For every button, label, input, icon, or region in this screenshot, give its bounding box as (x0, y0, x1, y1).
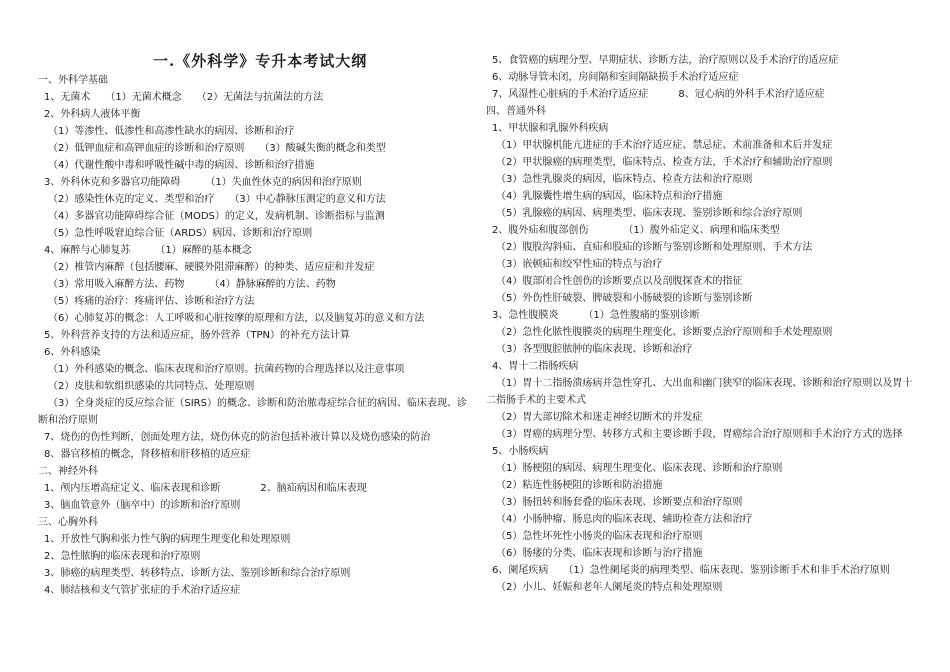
text-line: （5）乳腺癌的病因、病理类型、临床表现、鉴别诊断和综合治疗原则 (496, 208, 803, 219)
text-line: 断和治疗原则 (38, 415, 98, 426)
text-line: （1）胃十二指肠溃疡病并急性穿孔、大出血和幽门狭窄的临床表现、诊断和治疗原则以及胃十 (496, 378, 913, 389)
text-line: （6）肠瘘的分类、临床表现和诊断与治疗措施 (496, 548, 703, 559)
text-line: 2、腹外疝和腹部创伤 （1）腹外疝定义、病理和临床类型 (492, 225, 780, 236)
text-line: 8、器官移植的概念，肾移植和肝移植的适应症 (44, 449, 251, 460)
text-line: 5、食管癌的病理分型、早期症状、诊断方法，治疗原则以及手术治疗的适应症 (492, 55, 839, 66)
text-line: 1、无菌术 （1）无菌术概念 （2）无菌法与抗菌法的方法 (44, 92, 324, 103)
text-line: 7、烧伤的伤性判断，创面处理方法，烧伤休克的防治包括补液计算以及烧伤感染的防治 (44, 432, 431, 443)
text-line: 4、麻醉与心肺复苏 （1）麻醉的基本概念 (44, 245, 252, 256)
text-line: 5、小肠疾病 (492, 446, 549, 457)
text-line: （2）甲状腺癌的病理类型，临床特点、检查方法，手术治疗和辅助治疗原则 (496, 157, 833, 168)
text-line: 3、肺癌的病理类型、转移特点、诊断方法、鉴别诊断和综合治疗原则 (44, 568, 351, 579)
text-line: （1）肠梗阻的病因、病理生理变化、临床表现、诊断和治疗原则 (496, 463, 783, 474)
text-line: 3、急性腹膜炎 （1）急性腹痛的鉴别诊断 (492, 310, 700, 321)
text-line: （3）肠扭转和肠套叠的临床表现、诊断要点和治疗原则 (496, 497, 743, 508)
text-line: 1、甲状腺和乳腺外科疾病 (492, 123, 609, 134)
text-line: 7、风湿性心脏病的手术治疗适应症 8、冠心病的外科手术治疗适应症 (492, 89, 825, 100)
text-line: 三、心胸外科 (38, 517, 98, 528)
text-line: （5）疼痛的治疗：疼痛评估、诊断和治疗方法 (48, 296, 255, 307)
text-line: （3）嵌顿疝和绞窄性疝的特点与治疗 (496, 259, 663, 270)
text-line: 4、胃十二指肠疾病 (492, 361, 579, 372)
text-line: （1）外科感染的概念、临床表现和治疗原则。抗菌药物的合理选择以及注意事项 (48, 364, 405, 375)
left-text-lines (38, 72, 468, 599)
text-line: （2）感染性休克的定义、类型和治疗 （3）中心静脉压测定的意义和方法 (48, 194, 386, 205)
text-line: （3）常用吸入麻醉方法、药物 （4）静脉麻醉的方法、药物 (48, 279, 336, 290)
text-line: （2）皮肤和软组织感染的共同特点、处理原则 (48, 381, 255, 392)
text-line: 二、神经外科 (38, 466, 98, 477)
text-line: 3、脑血管意外（脑卒中）的诊断和治疗原则 (44, 500, 241, 511)
text-line: （4）代谢性酸中毒和呼吸性碱中毒的病因、诊断和治疗措施 (48, 160, 315, 171)
text-line: （6）心肺复苏的概念：人工呼吸和心脏按摩的原理和方法，以及脑复苏的意义和方法 (48, 313, 425, 324)
text-line: 一、外科学基础 (38, 75, 108, 86)
text-line: （3）各型腹腔脓肿的临床表现、诊断和治疗 (496, 344, 693, 355)
text-line: （2）粘连性肠梗阻的诊断和防治措施 (496, 480, 663, 491)
text-line: （4）多器官功能障碍综合征（MODS）的定义，发病机制、诊断指标与监测 (48, 211, 385, 222)
text-line: （4）乳腺囊性增生病的病因，临床特点和治疗措施 (496, 191, 723, 202)
text-line: （3）全身炎症的反应综合征（SIRS）的概念、诊断和防治脓毒症综合征的病因、临床表现、诊 (48, 398, 467, 409)
text-line: 四、普通外科 (486, 106, 546, 117)
text-line: 2、急性脓胸的临床表现和治疗原则 (44, 551, 201, 562)
text-line: （4）小肠肿瘤、肠息肉的临床表现、辅助检查方法和治疗 (496, 514, 753, 525)
text-line: （3）急性乳腺炎的病因，临床特点、检查方法和治疗原则 (496, 174, 753, 185)
text-line: 6、外科感染 (44, 347, 101, 358)
text-line: （2）低钾血症和高钾血症的诊断和治疗原则 （3）酸碱失衡的概念和类型 (48, 143, 386, 154)
text-line: （1）等渗性、低渗性和高渗性缺水的病因、诊断和治疗 (48, 126, 295, 137)
right-text-lines (486, 52, 926, 596)
text-line: 1、颅内压增高症定义、临床表现和诊断 2、脑疝病因和临床表现 (44, 483, 367, 494)
text-line: （4）腹部闭合性创伤的诊断要点以及剖腹探查术的指征 (496, 276, 743, 287)
text-line: 二指肠手术的主要术式 (486, 395, 586, 406)
text-line: （2）急性化脓性腹膜炎的病理生理变化、诊断要点治疗原则和手术处理原则 (496, 327, 833, 338)
text-line: 1、开放性气胸和张力性气胸的病理生理变化和处理原则 (44, 534, 291, 545)
text-line: 2、外科病人液体平衡 (44, 109, 141, 120)
text-line: （2）腹股沟斜疝、直疝和股疝的诊断与鉴别诊断和处理原则、手术方法 (496, 242, 813, 253)
text-line: （2）胃大部切除术和迷走神经切断术的并发症 (496, 412, 703, 423)
text-line: （5）急性坏死性小肠炎的临床表现和治疗原则 (496, 531, 703, 542)
text-line: 6、动脉导管未闭，房间隔和室间隔缺损手术治疗适应症 (492, 72, 739, 83)
text-line: （5）急性呼吸窘迫综合征（ARDS）病因、诊断和治疗原则 (48, 228, 313, 239)
text-line: （3）胃癌的病理分型、转移方式和主要诊断手段，胃癌综合治疗原则和手术治疗方式的选择 (496, 429, 903, 440)
page-title: 一.《外科学》专升本考试大纲 (153, 52, 368, 70)
text-line: 5、外科营养支持的方法和适应症，肠外营养（TPN）的补充方法计算 (44, 330, 350, 341)
text-line: 3、外科休克和多器官功能障碍 （1）失血性休克的病因和治疗原则 (44, 177, 362, 188)
text-line: （2）小儿、妊娠和老年人阑尾炎的特点和处理原则 (496, 582, 723, 593)
text-line: 4、肺结核和支气管扩张症的手术治疗适应症 (44, 585, 241, 596)
text-line: 6、阑尾疾病 （1）急性阑尾炎的病理类型、临床表现、鉴别诊断手术和非手术治疗原则 (492, 565, 890, 576)
text-line: （5）外伤性肝破裂、脾破裂和小肠破裂的诊断与鉴别诊断 (496, 293, 753, 304)
text-line: （1）甲状腺机能亢进症的手术治疗适应症、禁忌症、术前准备和术后并发症 (496, 140, 833, 151)
text-line: （2）椎管内麻醉（包括腰麻、硬膜外阻滞麻醉）的种类、适应症和并发症 (48, 262, 375, 273)
